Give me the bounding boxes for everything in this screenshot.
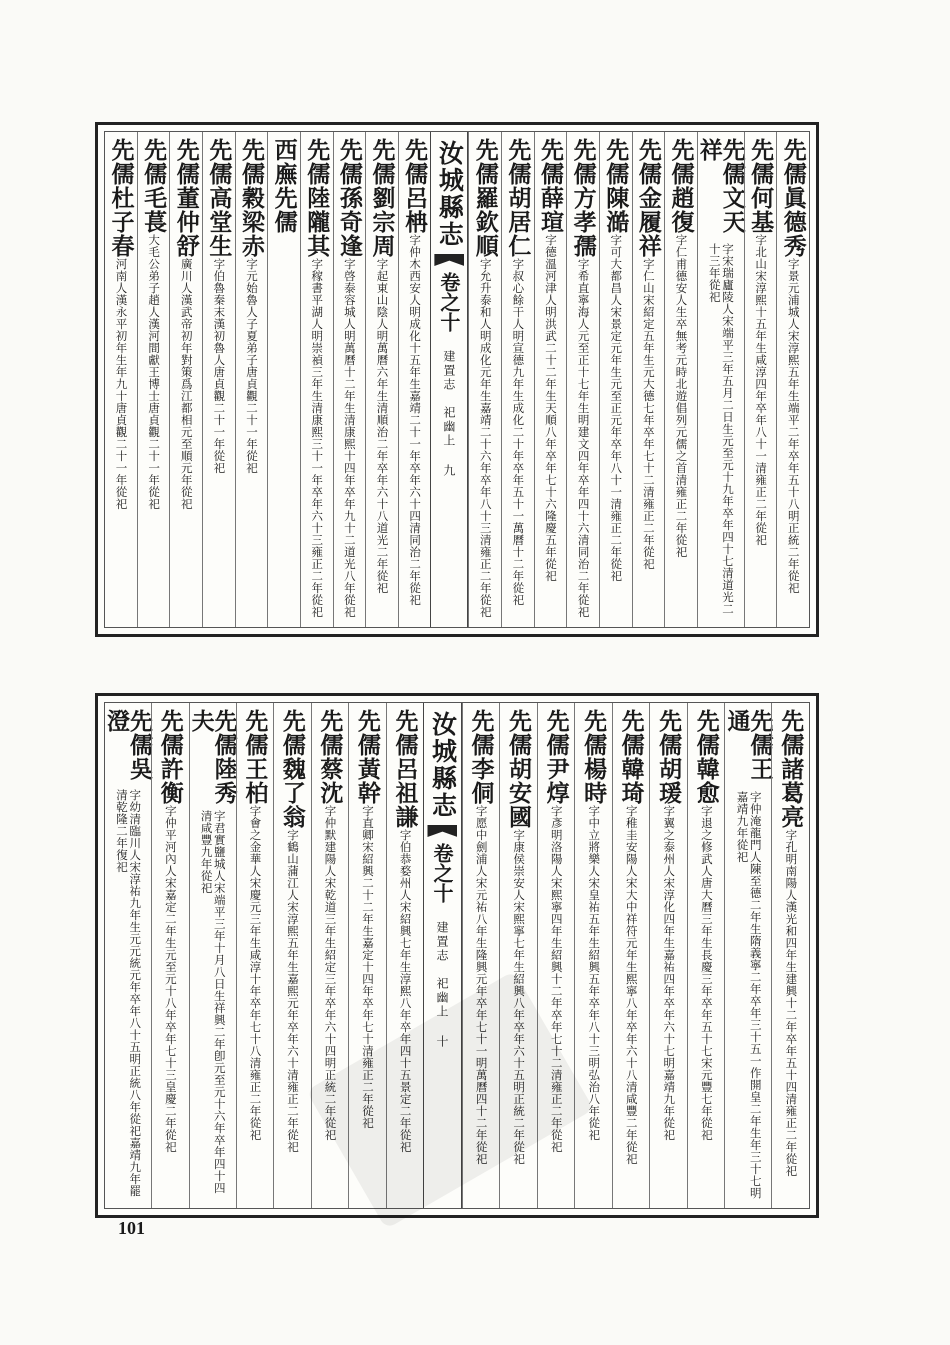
entry-note: 字可大都昌人宋景定元年生元至正元年卒年八十一清雍正二年從祀: [609, 234, 624, 582]
entry-column: [687, 703, 725, 1208]
entry-column: [612, 703, 650, 1208]
entry-name: 先儒何基: [747, 138, 775, 234]
entry-name: 先儒胡居仁: [504, 138, 532, 258]
entry-note: 字仁山宋紹定五年生元大德七年卒年七十二清雍正二年從祀: [641, 258, 656, 570]
entry-column: [333, 132, 366, 627]
entry-column: [267, 132, 300, 627]
folio-number: 十: [434, 1035, 449, 1047]
entry-note: 字孔明南陽人漢光和四年生建興十二年卒年五十四清雍正二年從祀: [784, 829, 799, 1177]
entry-name: 先儒陸秀夫: [187, 709, 238, 805]
entry-column: [599, 132, 632, 627]
entry-column: [151, 703, 189, 1208]
entry-name: 先儒蔡沈: [316, 709, 344, 805]
entry-note: 字翼之泰州人宋淳化四年生嘉祐四年卒年六十七明嘉靖九年從祀: [662, 805, 677, 1141]
book-title: 汝城縣志: [428, 711, 458, 819]
entry-name: 先儒魏了翁: [278, 709, 306, 829]
entry-note: 字仁甫德安人生卒無考元時北遊倡列元儒之首清雍正二年從祀: [674, 234, 689, 558]
entry-note: 河南人漢永平初年生年九十唐貞觀二十一年從祀: [114, 258, 129, 510]
entry-name: 先儒韓愈: [692, 709, 720, 805]
entry-name: 先儒韓琦: [617, 709, 645, 805]
entry-column: [566, 132, 599, 627]
entry-name: 先儒諸葛亮: [777, 709, 805, 829]
entry-name: 先儒楊時: [580, 709, 608, 805]
entry-column: [300, 132, 333, 627]
entry-name: 先儒文天祥: [695, 138, 746, 234]
fish-tail-mark: [434, 254, 464, 266]
entry-name: 西廡先儒: [270, 138, 298, 234]
entry-name: 先儒王通: [723, 709, 774, 781]
entry-name: 先儒金履祥: [634, 138, 662, 258]
entry-note: 廣川人漢武帝初年對策爲江都相元至順元年從祀: [179, 258, 194, 510]
entry-name: 先儒杜子春: [107, 138, 135, 258]
entry-note: 字幼清臨川人宋淳祐九年生元元統元年卒年八十五明正統八年從祀嘉靖九年罷清乾隆二年復祀: [115, 789, 143, 1198]
volume-label: 卷之十: [429, 843, 454, 903]
entry-note: 大毛公弟子趙人漢河間獻王博士唐貞觀二十一年從祀: [147, 234, 162, 510]
center-header-column: [430, 132, 468, 627]
entry-note: 字宋瑞廬陵人宋端平三年五月二日生元至元十九年卒年四十七清道光二十三年從祀: [707, 243, 735, 615]
entry-column: [202, 132, 235, 627]
book-title: 汝城縣志: [435, 140, 465, 248]
entry-note: 字仲淹龍門人陳至德二年生隋義寧二年卒年三十五一作開皇二年生年三十七明嘉靖九年從祀: [735, 791, 763, 1200]
entry-note: 字起東山陰人明萬曆六年生清順治二年卒年六十八道光二年從祀: [375, 258, 390, 594]
top-columns: [105, 132, 809, 627]
entry-column: [771, 703, 809, 1208]
section-label: 建置志: [441, 350, 456, 392]
entry-name: 先儒穀梁赤: [237, 138, 265, 258]
top-page-panel: [95, 122, 819, 637]
entry-column: [137, 132, 170, 627]
entry-note: 字仲默建陽人宋乾道三年生紹定三年卒年六十四明正統二年從祀: [323, 805, 338, 1141]
entry-note: 字直卿宋紹興二十二年生嘉定十四年卒年七十清雍正二年從祀: [361, 805, 376, 1129]
entry-name: 先儒陳澔: [602, 138, 630, 234]
entry-column: [744, 132, 777, 627]
entry-note: 字伯魯秦末漢初魯人唐貞觀二十一年從祀: [212, 258, 227, 474]
entry-note: 字北山宋淳熙十五年生咸淳四年卒年八十一清雍正二年從祀: [754, 234, 769, 546]
entry-note: 字中立將樂人宋皇祐五年生紹興五年卒年八十三明弘治八年從祀: [587, 805, 602, 1141]
entry-note: 字退之修武人唐大曆三年生長慶三年卒年五十七宋元豐七年從祀: [699, 805, 714, 1141]
entry-note: 字元始魯人子夏弟子唐貞觀二十一年從祀: [245, 258, 260, 474]
entry-column: [273, 703, 311, 1208]
entry-note: 字允升泰和人明成化元年生嘉靖二十六年卒年八十三清雍正二年從祀: [478, 258, 493, 618]
entry-name: 先儒趙復: [667, 138, 695, 234]
entry-column: [776, 132, 809, 627]
entry-name: 先儒方孝孺: [569, 138, 597, 258]
entry-column: [534, 132, 567, 627]
entry-name: 先儒董仲舒: [172, 138, 200, 258]
entry-name: 先儒高堂生: [205, 138, 233, 258]
entry-column: [365, 132, 398, 627]
entry-note: 字會之金華人宋慶元三年生咸淳十年卒年七十八清雍正二年從祀: [248, 805, 263, 1141]
entry-name: 先儒李侗: [467, 709, 495, 805]
entry-note: 字景元浦城人宋淳熙五年生端平二年卒年五十八明正統二年從祀: [786, 258, 801, 594]
entry-column: [235, 132, 268, 627]
entry-name: 先儒尹焞: [542, 709, 570, 805]
entry-note: 字仲平河內人宋嘉定二年生元至元十八年卒年七十三皇慶二年從祀: [163, 805, 178, 1153]
subsection-label: 祀幽上: [441, 406, 456, 448]
entry-column: [723, 703, 774, 1208]
entry-note: 字希直寧海人元至正十七年生明建文四年卒年四十六清同治二年從祀: [576, 258, 591, 618]
entry-column: [468, 132, 501, 627]
entry-column: [649, 703, 687, 1208]
entry-name: 先儒孫奇逢: [335, 138, 363, 258]
folio-number: 九: [441, 464, 456, 476]
volume-label: 卷之十: [436, 272, 461, 332]
entry-name: 先儒許衡: [156, 709, 184, 805]
entry-column: [664, 132, 697, 627]
entry-name: 先儒胡安國: [505, 709, 533, 829]
entry-name: 先儒呂祖謙: [391, 709, 419, 829]
entry-name: 先儒黃幹: [353, 709, 381, 805]
entry-name: 先儒王柏: [241, 709, 269, 805]
entry-note: 字君實鹽城人宋端平三年十月八日生祥興二年卽元至元十六年卒年四十四清咸豐九年從祀: [199, 809, 227, 1194]
section-label: 建置志: [434, 921, 449, 963]
entry-name: 先儒劉宗周: [368, 138, 396, 258]
entry-column: [103, 703, 154, 1208]
entry-column: [398, 132, 431, 627]
entry-name: 先儒陸隴其: [303, 138, 331, 258]
entry-note: 字德溫河津人明洪武二十二年生天順八年卒年七十六隆慶五年從祀: [544, 234, 559, 582]
entry-note: 字彥明洛陽人宋熙寧四年生紹興十二年卒年七十二清雍正二年從祀: [549, 805, 564, 1153]
entry-note: 字啓泰容城人明萬曆十二年生清康熙十四年卒年九十二道光八年從祀: [342, 258, 357, 618]
entry-name: 先儒眞德秀: [779, 138, 807, 258]
entry-note: 字伯恭婺州人宋紹興七年生淳熙八年卒年四十五景定二年從祀: [398, 829, 413, 1153]
entry-name: 先儒吳澄: [103, 709, 154, 781]
entry-name: 先儒胡瑗: [655, 709, 683, 805]
entry-note: 字稚圭安陽人宋大中祥符元年生熙寧八年卒年六十八清咸豐二年從祀: [624, 805, 639, 1165]
subsection-label: 祀幽上: [434, 977, 449, 1019]
entry-name: 先儒羅欽順: [471, 138, 499, 258]
entry-column: [236, 703, 274, 1208]
entry-column: [105, 132, 137, 627]
entry-note: 字稼書平湖人明崇禎三年生清康熙三十一年卒年六十三雍正二年從祀: [310, 258, 325, 618]
entry-column: [501, 132, 534, 627]
entry-note: 字叔心餘干人明宣德九年生成化二十年卒年五十一萬曆十二年從祀: [511, 258, 526, 606]
fish-tail-mark: [427, 825, 457, 837]
entry-column: [169, 132, 202, 627]
entry-note: 字愿中劍浦人宋元祐八年生隆興元年卒年七十一明萬曆四十二年從祀: [474, 805, 489, 1165]
entry-name: 先儒呂柟: [401, 138, 429, 234]
entry-note: 字仲木西安人明成化十五年生嘉靖二十一年卒年六十四清同治二年從祀: [408, 234, 423, 606]
entry-column: [632, 132, 665, 627]
entry-column: [574, 703, 612, 1208]
entry-name: 先儒薛瑄: [536, 138, 564, 234]
entry-column: [697, 132, 744, 627]
entry-column: [189, 703, 236, 1208]
entry-name: 先儒毛萇: [140, 138, 168, 234]
page-number: 101: [118, 1218, 145, 1238]
entry-note: 字鶴山蒲江人宋淳熙五年生嘉熙元年卒年六十清雍正二年從祀: [285, 829, 300, 1153]
entry-note: 字康侯崇安人宋熙寧七年生紹興八年卒年六十五明正統二年從祀: [512, 829, 527, 1165]
